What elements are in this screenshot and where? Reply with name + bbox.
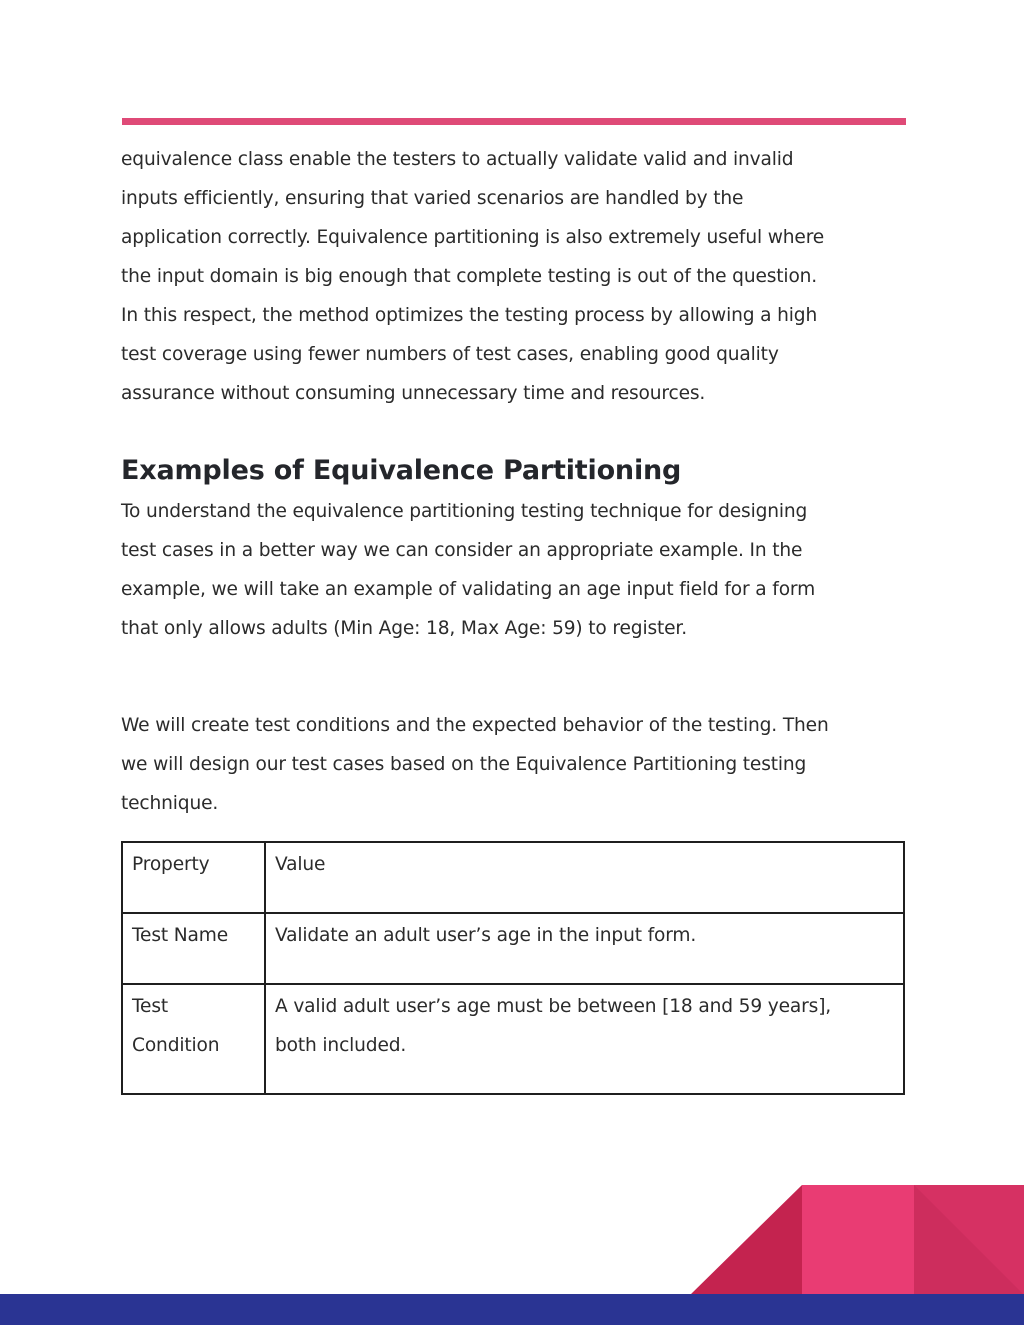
decor-pink-block [802,1185,914,1295]
intro-paragraph: equivalence class enable the testers to actually validate valid and invalid inputs efficiently, ensuring that varied scenarios are handled by the application correctly. Equivalence partitioning is also extremely useful where the input domain is big enough that complete testing is out of the question. In this respect, the method optimizes the testing process by allowing a high test coverage using fewer numbers of test cases, enabling good quality assurance without consuming unnecessary time and resources. [121,149,825,404]
table-cell-property [122,913,265,984]
footer-bar [0,1294,1024,1325]
cell-text: Validate an adult user’s age in the input form. [275,925,697,946]
cell-text: Test Name [132,925,229,946]
table-cell-value [265,842,904,913]
example-paragraph: To understand the equivalence partitioning testing technique for designing test cases in a better way we can consider an appropriate example. In the example, we will take an example of validating an age input field for a form that only allows adults (Min Age: 18, Max Age: 59) to register. [121,501,816,639]
page-content [121,140,907,1095]
table-row [122,984,904,1094]
table-cell-property [122,842,265,913]
table-cell-value [265,913,904,984]
table-row [122,842,904,913]
table-cell-property [122,984,265,1094]
table-cell-value [265,984,904,1094]
plan-paragraph: We will create test conditions and the expected behavior of the testing. Then we will design our test cases based on the Equivalence Partitioning testing technique. [121,715,829,814]
cell-text: A valid adult user’s age must be between [18 and 59 years], both included. [275,996,832,1056]
cell-text: Test Condition [132,996,220,1056]
cell-text: Property [132,854,210,875]
footer-decoration-graphic [690,1184,1024,1295]
section-heading: Examples of Equivalence Partitioning [121,455,682,486]
cell-text: Value [275,854,326,875]
test-case-table [121,841,905,1095]
decor-crimson-triangle [690,1185,802,1295]
table-row [122,913,904,984]
top-accent-rule [122,118,906,125]
